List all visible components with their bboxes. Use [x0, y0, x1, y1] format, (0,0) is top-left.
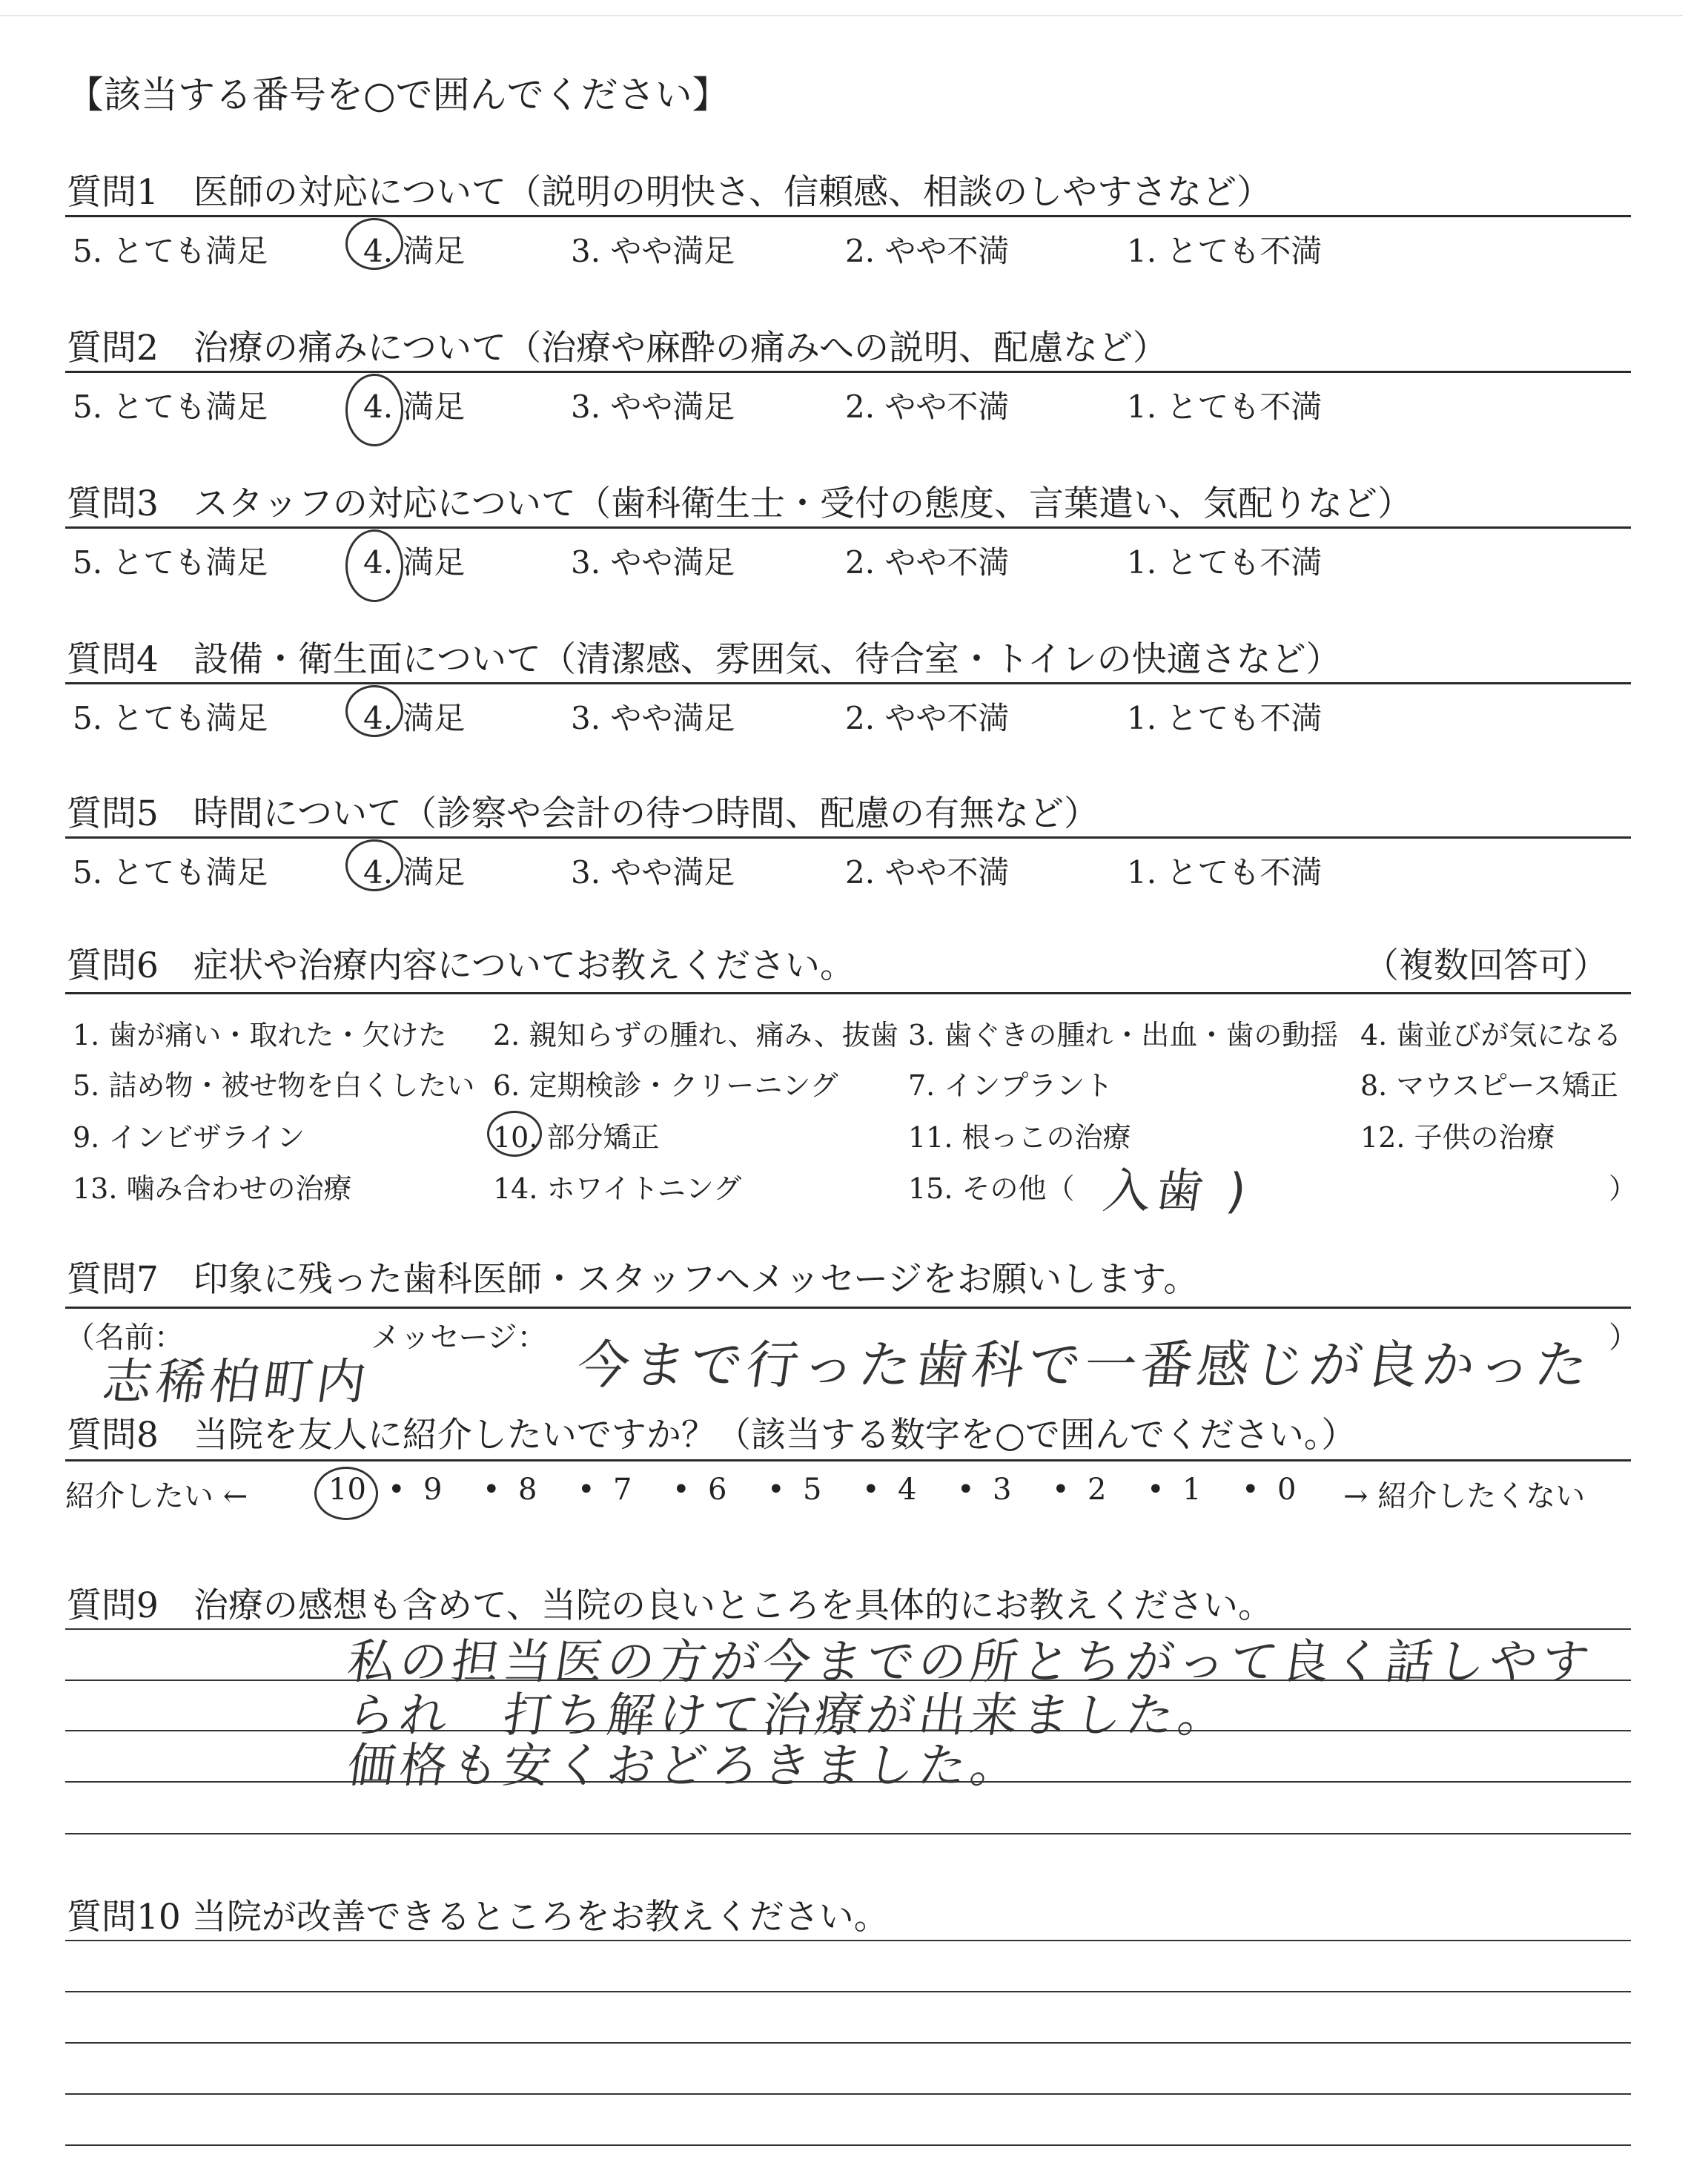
q4-option-1[interactable]: 1. とても不満: [1127, 700, 1323, 736]
q1-option-2[interactable]: 2. やや不満: [845, 233, 1010, 269]
q6-option-9[interactable]: 9. インビザライン: [73, 1121, 305, 1154]
q6-option-13[interactable]: 13. 噛み合わせの治療: [73, 1172, 352, 1205]
q5-option-3[interactable]: 3. やや満足: [571, 854, 735, 891]
q8-scale-separator: •: [957, 1473, 975, 1507]
q8-title: 質問8 当院を友人に紹介したいですか？（該当する数字を○で囲んでください。）: [67, 1415, 1357, 1456]
q5-rule: [65, 836, 1631, 839]
q3-option-4[interactable]: 4. 満足: [363, 544, 466, 581]
q6-title: 質問6 症状や治療内容についてお教えください。: [67, 945, 855, 986]
q5-option-1[interactable]: 1. とても不満: [1127, 854, 1323, 891]
q9-handwritten-line-1: 私の担当医の方が今までの所とちがって良く話しやす: [343, 1635, 1598, 1690]
q9-handwritten-line-3: 価格も安くおどろきました。: [343, 1739, 1027, 1794]
q8-scale-separator: •: [767, 1473, 785, 1507]
q3-option-1[interactable]: 1. とても不満: [1127, 544, 1323, 581]
q6-option-2[interactable]: 2. 親知らずの腫れ、痛み、抜歯: [493, 1019, 898, 1051]
q10-line-5: [65, 2144, 1631, 2146]
q8-selection-circle: [314, 1467, 378, 1520]
q5-option-2[interactable]: 2. やや不満: [845, 854, 1010, 891]
q1-rule: [65, 215, 1631, 217]
q9-title: 質問9 治療の感想も含めて、当院の良いところを具体的にお教えください。: [67, 1585, 1273, 1626]
q8-scale-2[interactable]: 2: [1088, 1473, 1107, 1507]
q1-option-5[interactable]: 5. とても満足: [73, 233, 268, 269]
q8-scale-separator: •: [388, 1473, 406, 1507]
q2-option-3[interactable]: 3. やや満足: [571, 389, 735, 425]
q10-line-1: [65, 1940, 1631, 1941]
q10-title: 質問10 当院が改善できるところをお教えください。: [67, 1897, 889, 1938]
q8-left-label: 紹介したい ←: [65, 1479, 248, 1513]
q6-other-handwritten: 入歯 ): [1099, 1164, 1254, 1219]
q8-right-label: → 紹介したくない: [1343, 1479, 1586, 1513]
q1-option-3[interactable]: 3. やや満足: [571, 233, 735, 269]
scan-edge: [0, 15, 1683, 16]
q2-title: 質問2 治療の痛みについて（治療や麻酔の痛みへの説明、配慮など）: [67, 328, 1168, 369]
q7-rule: [65, 1307, 1631, 1309]
q6-option-12[interactable]: 12. 子供の治療: [1360, 1121, 1555, 1154]
q8-rule: [65, 1459, 1631, 1462]
q8-scale-4[interactable]: 4: [898, 1473, 917, 1507]
q2-selection-circle: [345, 374, 403, 446]
q1-option-1[interactable]: 1. とても不満: [1127, 233, 1323, 269]
q1-title: 質問1 医師の対応について（説明の明快さ、信頼感、相談のしやすさなど）: [67, 172, 1272, 213]
q5-option-4[interactable]: 4. 満足: [363, 854, 466, 891]
q7-name-label: （名前：: [65, 1321, 184, 1355]
q6-option-7[interactable]: 7. インプラント: [908, 1069, 1113, 1102]
q8-scale-10[interactable]: 10: [328, 1473, 366, 1507]
q3-rule: [65, 526, 1631, 529]
q9-handwritten-line-2: られ 打ち解けて治療が出来ました。: [343, 1688, 1234, 1743]
q8-scale-separator: •: [862, 1473, 880, 1507]
q6-other-close-paren: ）: [1609, 1172, 1638, 1205]
q8-scale-3[interactable]: 3: [993, 1473, 1012, 1507]
q4-option-3[interactable]: 3. やや満足: [571, 700, 735, 736]
q10-line-3: [65, 2042, 1631, 2044]
q2-rule: [65, 371, 1631, 373]
q4-option-4[interactable]: 4. 満足: [363, 700, 466, 736]
q1-option-4[interactable]: 4. 満足: [363, 233, 466, 269]
q6-option-14[interactable]: 14. ホワイトニング: [493, 1172, 742, 1205]
q4-option-5[interactable]: 5. とても満足: [73, 700, 268, 736]
q9-line-5: [65, 1833, 1631, 1834]
q5-title: 質問5 時間について（診察や会計の待つ時間、配慮の有無など）: [67, 793, 1099, 834]
q6-option-11[interactable]: 11. 根っこの治療: [908, 1121, 1131, 1154]
q8-scale-separator: •: [1147, 1473, 1165, 1507]
q7-title: 質問7 印象に残った歯科医師・スタッフへメッセージをお願いします。: [67, 1259, 1199, 1300]
q2-option-5[interactable]: 5. とても満足: [73, 389, 268, 425]
q6-option-1[interactable]: 1. 歯が痛い・取れた・欠けた: [73, 1019, 447, 1051]
q7-close-paren: ）: [1609, 1321, 1638, 1355]
q5-option-5[interactable]: 5. とても満足: [73, 854, 268, 891]
q4-rule: [65, 682, 1631, 684]
q8-scale-separator: •: [672, 1473, 690, 1507]
q3-title: 質問3 スタッフの対応について（歯科衛生士・受付の態度、言葉遣い、気配りなど）: [67, 483, 1412, 524]
form-header: 【該当する番号を○で囲んでください】: [67, 73, 729, 116]
q7-name-handwritten: 志稀柏町内: [99, 1353, 374, 1410]
q6-option-15[interactable]: 15. その他（: [908, 1172, 1075, 1205]
q6-option-3[interactable]: 3. 歯ぐきの腫れ・出血・歯の動揺: [908, 1019, 1339, 1051]
q5-selection-circle: [345, 839, 403, 891]
q6-option-6[interactable]: 6. 定期検診・クリーニング: [493, 1069, 838, 1102]
q10-line-4: [65, 2093, 1631, 2095]
q1-selection-circle: [345, 218, 403, 270]
q2-option-2[interactable]: 2. やや不満: [845, 389, 1010, 425]
q8-scale-separator: •: [483, 1473, 500, 1507]
q6-option-8[interactable]: 8. マウスピース矯正: [1360, 1069, 1618, 1102]
q2-option-1[interactable]: 1. とても不満: [1127, 389, 1323, 425]
q4-option-2[interactable]: 2. やや不満: [845, 700, 1010, 736]
q3-option-2[interactable]: 2. やや不満: [845, 544, 1010, 581]
q7-message-label: メッセージ：: [371, 1321, 547, 1355]
q3-option-3[interactable]: 3. やや満足: [571, 544, 735, 581]
q8-scale-1[interactable]: 1: [1182, 1473, 1202, 1507]
q3-option-5[interactable]: 5. とても満足: [73, 544, 268, 581]
q6-option-4[interactable]: 4. 歯並びが気になる: [1360, 1019, 1622, 1051]
q8-scale-8[interactable]: 8: [518, 1473, 537, 1507]
q6-note: （複数回答可）: [1364, 945, 1608, 986]
q6-option-10[interactable]: 10. 部分矯正: [493, 1121, 660, 1154]
q7-message-handwritten: 今まで行った歯科で一番感じが良かった: [573, 1335, 1596, 1396]
q6-selection-circle: [487, 1111, 542, 1157]
q8-scale-separator: •: [1242, 1473, 1260, 1507]
q4-selection-circle: [345, 685, 403, 737]
q8-scale-7[interactable]: 7: [613, 1473, 632, 1507]
q4-title: 質問4 設備・衛生面について（清潔感、雰囲気、待合室・トイレの快適さなど）: [67, 639, 1341, 680]
q8-scale-0[interactable]: 0: [1277, 1473, 1297, 1507]
q3-selection-circle: [345, 529, 403, 602]
q8-scale-6[interactable]: 6: [708, 1473, 727, 1507]
q6-option-5[interactable]: 5. 詰め物・被せ物を白くしたい: [73, 1069, 475, 1102]
q2-option-4[interactable]: 4. 満足: [363, 389, 466, 425]
q10-line-2: [65, 1991, 1631, 1992]
q8-scale-separator: •: [1052, 1473, 1070, 1507]
q8-scale-5[interactable]: 5: [803, 1473, 822, 1507]
q6-rule: [65, 992, 1631, 994]
q8-scale-9[interactable]: 9: [423, 1473, 443, 1507]
q8-scale-separator: •: [577, 1473, 595, 1507]
